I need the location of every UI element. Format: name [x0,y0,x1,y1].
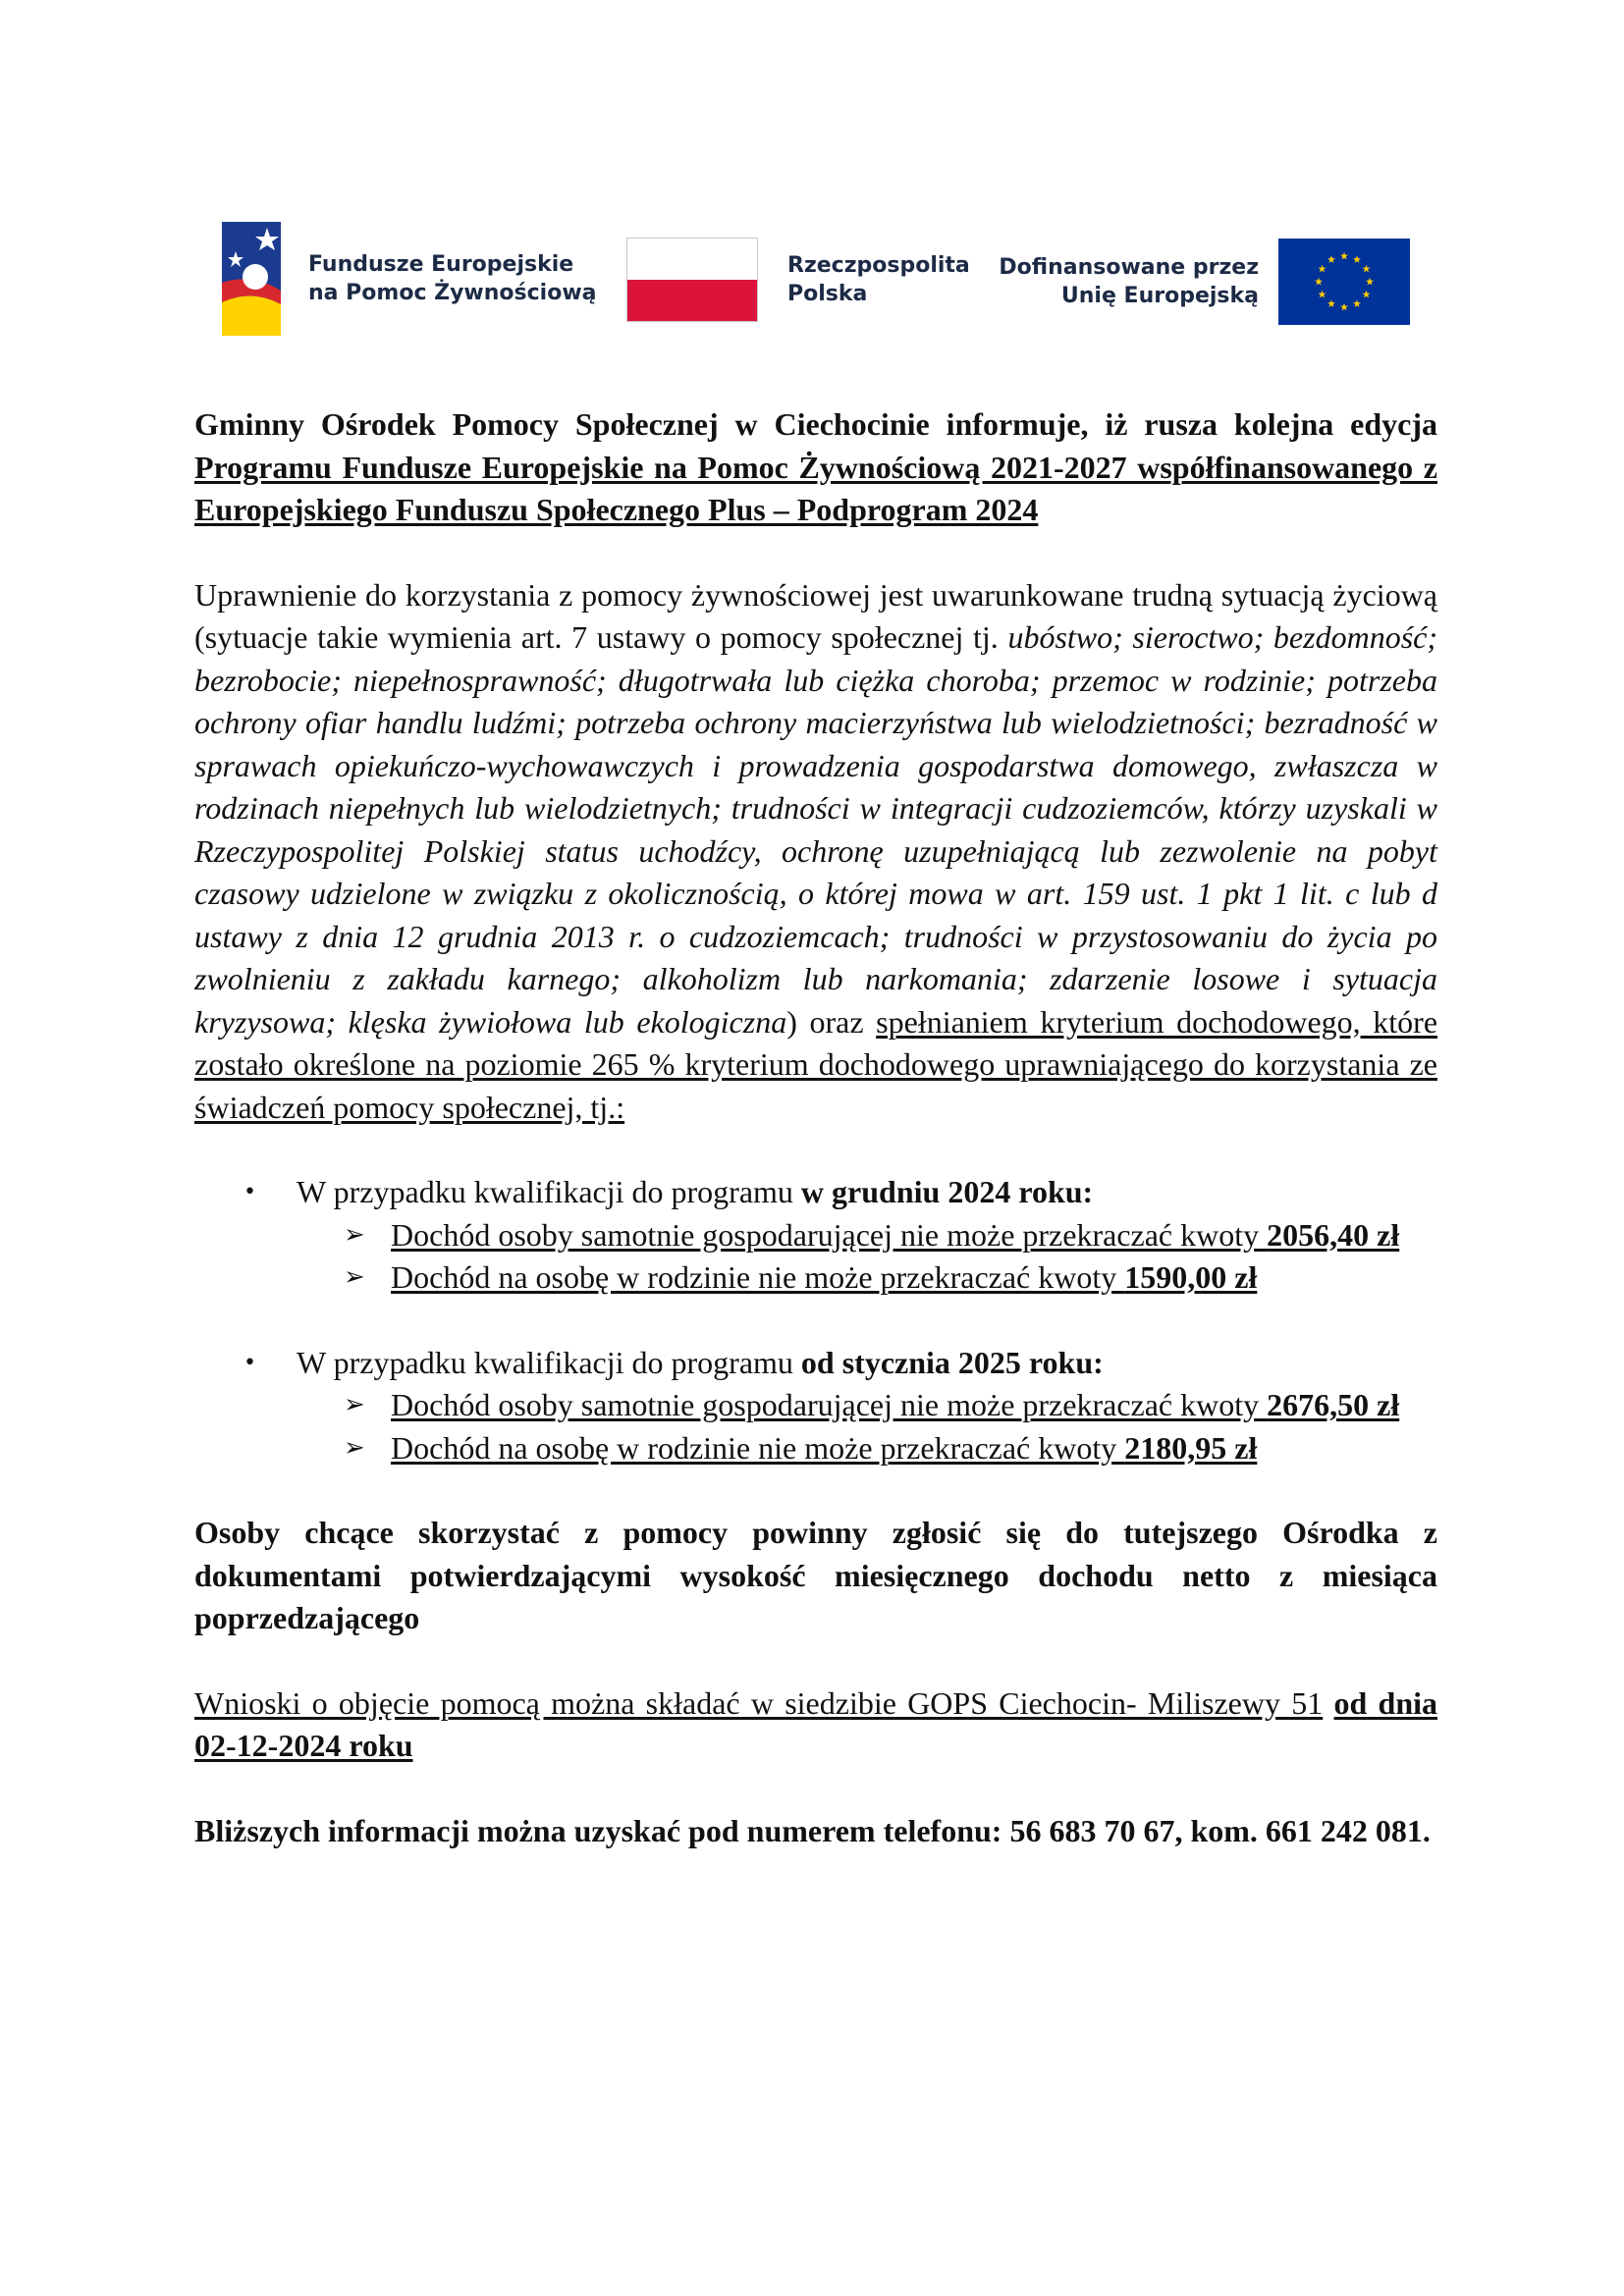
single-income-amount: 2056,40 zł [1267,1216,1400,1253]
pl-logo-line1: Rzeczpospolita [787,253,970,278]
eu-logo-line2: Unię Europejską [1060,284,1259,308]
family-income-amount: 2180,95 zł [1124,1429,1258,1466]
contact-info: Bliższych informacji można uzyskać pod numerem telefonu: 56 683 70 67, kom. 661 242 081. [194,1812,1431,1848]
fe-logo-line2: na Pomoc Żywnościową [308,281,597,305]
eligibility-paragraph [194,574,1437,1130]
applications-paragraph [194,1682,1437,1768]
list-item [194,1256,1437,1300]
pl-logo-line2: Polska [787,282,868,306]
arrow-icon: ➢ [344,1390,365,1419]
list-item [194,1427,1437,1470]
arrow-icon: ➢ [344,1432,365,1463]
list-item [194,1384,1437,1427]
eligibility-situations: ubóstwo; sieroctwo; bezdomność; bezrobocie; niepełnosprawność; długotrwała lub ciężka choroba; przemoc w rodzinie; potrzeba ochrony ofiar handlu ludźmi; potrzeba ochrony macierzyństwa lub wielodzietności; bezradność w sprawach opiekuńczo-wychowawczych i prowadzenia gospodarstwa domowego, zwłaszcza w rodzinach niepełnych lub wielodzietnych; trudności w integracji cudzoziemców, którzy uzyskali w Rzeczypospolitej Polskiej status uchodźcy, ochronę uzupełniającą lub zezwolenie na pobyt czasowy udzielone w związku z okolicznością, o której mowa w art. 159 ust. 1 pkt 1 lit. c lub d ustawy z dnia 12 grudnia 2013 r. o cudzoziemcach; trudności w przystosowaniu do życia po zwolnieniu z zakładu karnego; alkoholizm lub narkomania; zdarzenie losowe i sytuacja kryzysowa; klęska żywiołowa lub ekologiczna [194,619,1438,1040]
family-income-text: Dochód na osobę w rodzinie nie może przekraczać kwoty [391,1259,1125,1295]
eu-flag-icon [1278,239,1410,325]
documents-note: Osoby chcące skorzystać z pomocy powinny zgłosić się do tutejszego Ośrodka z dokumentami potwierdzającymi wysokość miesięcznego dochodu netto z miesiąca poprzedzającego [194,1515,1437,1635]
bullet-icon: • [244,1350,256,1375]
applications-location: Wnioski o objęcie pomocą można składać w siedzibie GOPS Ciechocin- Miliszewy 51 [194,1684,1324,1721]
period-lead: W przypadku kwalifikacji do programu [297,1344,801,1380]
fe-logo [222,222,597,336]
period-december-2024 [194,1171,1437,1300]
bullet-icon: • [244,1180,256,1204]
applications-date: od dnia 02-12-2024 roku [194,1684,1438,1763]
period-january-2025 [194,1342,1437,1470]
program-name: Programu Fundusze Europejskie na Pomoc Żywnościową 2021-2027 współfinansowanego z Europejskiego Funduszu Społecznego Plus – Podprogram 2024 [194,449,1437,527]
single-income-amount: 2676,50 zł [1267,1387,1400,1422]
single-income-text: Dochód osoby samotnie gospodarującej nie może przekraczać kwoty [391,1387,1268,1422]
eu-logo [999,240,1410,324]
list-item [194,1214,1437,1257]
fe-logo-line1: Fundusze Europejskie [308,252,574,277]
period-label: w grudniu 2024 roku: [800,1174,1094,1209]
single-income-text: Dochód osoby samotnie gospodarującej nie może przekraczać kwoty [391,1216,1268,1253]
polish-flag-icon [626,238,758,322]
intro-lead: Gminny Ośrodek Pomocy Społecznej w Ciechocinie informuje, iż rusza kolejna edycja [194,406,1437,442]
eligibility-lead: Uprawnienie do korzystania z pomocy żywnościowej jest uwarunkowane trudną sytuacją życiową (sytuacje takie wymienia art. 7 ustawy o pomocy społecznej tj. [194,576,1437,655]
arrow-icon: ➢ [344,1262,365,1292]
family-income-amount: 1590,00 zł [1124,1259,1258,1295]
list-item [194,1342,1437,1385]
pl-logo [626,238,970,322]
eu-logo-line1: Dofinansowane przez [999,255,1259,280]
arrow-icon: ➢ [344,1219,365,1250]
logo-bar [222,222,1410,336]
intro-paragraph [194,403,1437,532]
period-lead: W przypadku kwalifikacji do programu [297,1174,801,1209]
family-income-text: Dochód na osobę w rodzinie nie może przekraczać kwoty [391,1429,1125,1466]
list-item [194,1171,1437,1214]
eligibility-connector: ) oraz [786,1003,877,1040]
period-label: od stycznia 2025 roku: [800,1344,1104,1380]
income-criterion: spełnianiem kryterium dochodowego, które zostało określone na poziomie 265 % kryterium dochodowego uprawniającego do korzystania ze świadczeń pomocy społecznej, tj.: [194,1003,1438,1125]
fe-star-emblem-icon [222,222,281,336]
announcement [194,403,1437,1852]
